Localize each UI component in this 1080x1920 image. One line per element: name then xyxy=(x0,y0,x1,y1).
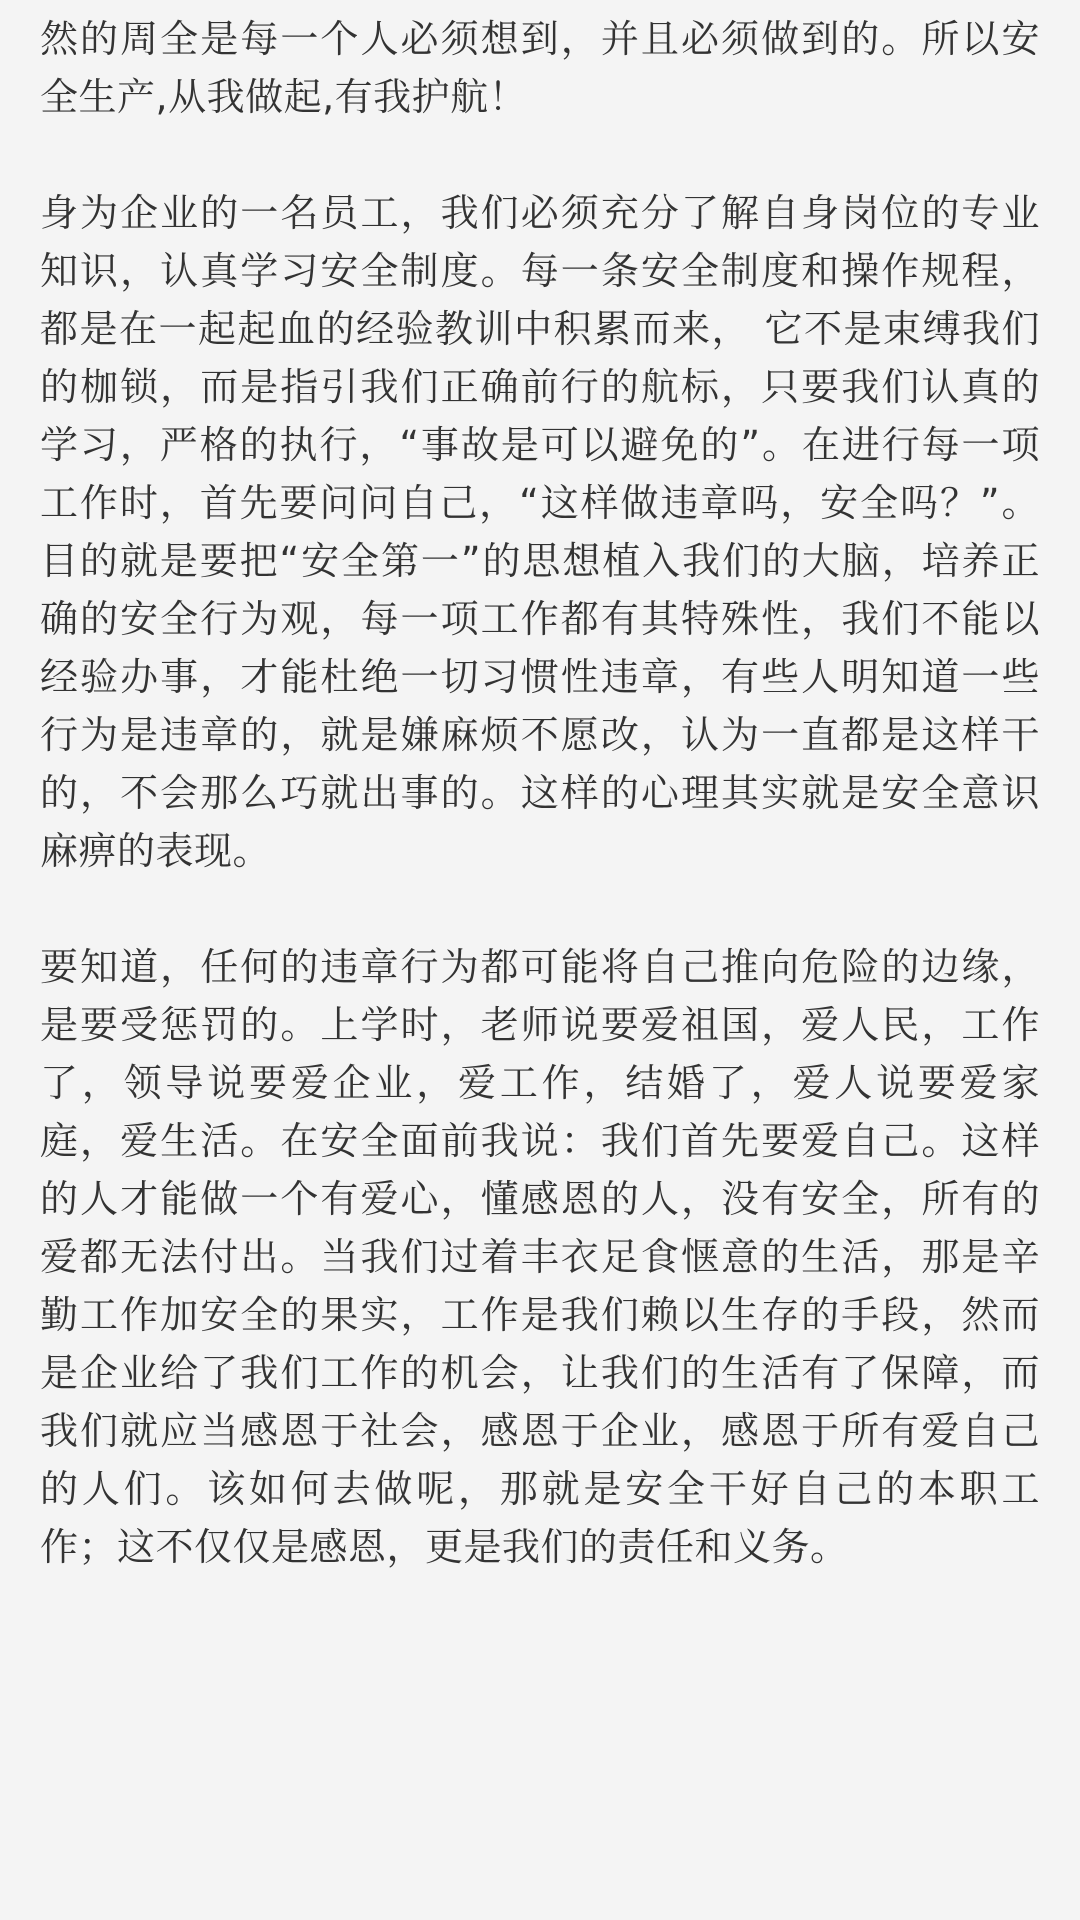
article-paragraph: 要知道，任何的违章行为都可能将自己推向危险的边缘，是要受惩罚的。上学时，老师说要爱祖国，爱人民，工作了，领导说要爱企业，爱工作，结婚了，爱人说要爱家庭，爱生活。在安全面前我说：我们首先要爱自己。这样的人才能做一个有爱心，懂感恩的人，没有安全，所有的爱都无法付出。当我们过着丰衣足食惬意的生活，那是辛勤工作加安全的果实，工作是我们赖以生存的手段，然而是企业给了我们工作的机会，让我们的生活有了保障，而我们就应当感恩于社会，感恩于企业，感恩于所有爱自己的人们。该如何去做呢，那就是安全干好自己的本职工作；这不仅仅是感恩，更是我们的责任和义务。 xyxy=(40,945,1040,1569)
article-paragraph: 然的周全是每一个人必须想到，并且必须做到的。所以安全生产,从我做起,有我护航！ xyxy=(40,17,1040,119)
article-body xyxy=(40,10,1040,1576)
article-paragraph: 身为企业的一名员工，我们必须充分了解自身岗位的专业知识，认真学习安全制度。每一条安全制度和操作规程，都是在一起起血的经验教训中积累而来， 它不是束缚我们的枷锁，而是指引我们正确前行的航标，只要我们认真的学习，严格的执行，“事故是可以避免的”。在进行每一项工作时，首先要问问自己，“这样做违章吗，安全吗？”。目的就是要把“安全第一”的思想植入我们的大脑，培养正确的安全行为观，每一项工作都有其特殊性，我们不能以经验办事，才能杜绝一切习惯性违章，有些人明知道一些行为是违章的，就是嫌麻烦不愿改，认为一直都是这样干的，不会那么巧就出事的。这样的心理其实就是安全意识麻痹的表现。 xyxy=(40,191,1040,873)
